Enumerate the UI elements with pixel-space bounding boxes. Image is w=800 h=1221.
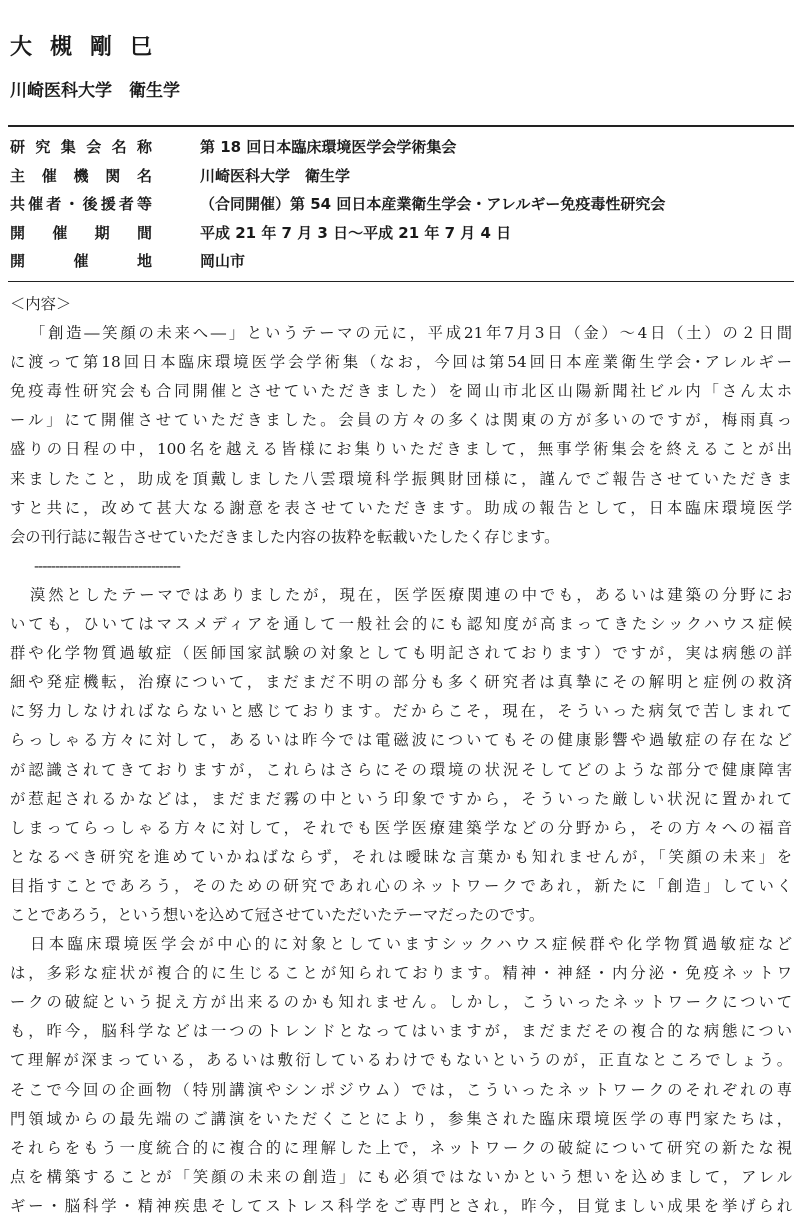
meeting-info-table bbox=[10, 133, 790, 276]
info-label: 開催地 bbox=[10, 252, 152, 270]
body-line: 盛りの日程の中，100名を越える皆様にお集りいただきまして，無事学術集会を終えることが出 bbox=[10, 440, 792, 459]
info-label: 開催期間 bbox=[10, 223, 152, 242]
body-line: が惹起されるかなどは，まだまだ霧の中という印象ですから，そういった厳しい状況に置かれて bbox=[10, 789, 792, 808]
body-line: ことであろう，という想いを込めて冠させていただいたテーマだったのです。 bbox=[10, 905, 545, 924]
body-line: も，昨今，脳科学などは一つのトレンドとなってはいますが，まだまだその複合的な病態につい bbox=[10, 1022, 792, 1041]
body-line: 来ましたこと，助成を頂戴しました八雲環境科学振興財団様に，謹んでご報告させていただきま bbox=[10, 469, 792, 488]
info-row-organizer bbox=[10, 162, 790, 191]
body-line: すと共に，改めて甚大なる謝意を表させていただきます。助成の報告として，日本臨床環境医学 bbox=[10, 498, 792, 517]
body-line: 「創造―笑顔の未来へ―」というテーマの元に，平成21年7月3日（金）～4日（土）の２日間 bbox=[30, 324, 792, 343]
body-line: そこで今回の企画物（特別講演やシンポジウム）では，こういったネットワークのそれぞれの専 bbox=[10, 1080, 792, 1099]
section-separator: ----------------------------------- bbox=[34, 556, 180, 575]
body-line: が認識されてきておりますが，これらはさらにその環境の状況そしてどのような部分で健康障害 bbox=[10, 760, 792, 779]
author-affiliation: 川崎医科大学 衛生学 bbox=[10, 81, 180, 101]
info-value: 岡山市 bbox=[200, 252, 246, 270]
bottom-divider bbox=[8, 281, 794, 282]
top-divider bbox=[8, 125, 794, 127]
body-line: ギー・脳科学・精神疾患そしてストレス科学をご専門とされ，昨今，目覚ましい成果を挙げられ bbox=[10, 1196, 792, 1215]
info-value: 平成 21 年 7 月 3 日～平成 21 年 7 月 4 日 bbox=[200, 223, 512, 242]
content-heading: ＜内容＞ bbox=[10, 295, 72, 313]
body-line: て理解が深まっている，あるいは敷衍しているわけでもないというのが，正直なところでしょう。 bbox=[10, 1051, 792, 1070]
info-row-venue bbox=[10, 247, 790, 276]
info-label: 研究集会名称 bbox=[10, 138, 152, 156]
body-line: しまってらっしゃる方々に対して，それでも医学医療建築学などの分野から，その方々への福音 bbox=[10, 818, 792, 837]
body-line: となるべき研究を進めていかねばならず，それは曖昧な言葉かも知れませんが，「笑顔の未来」を bbox=[10, 847, 792, 866]
body-line: らっしゃる方々に対して，あるいは昨今では電磁波についてもその健康影響や過敏症の存在など bbox=[10, 731, 792, 750]
body-line: 点を構築することが「笑顔の未来の創造」にも必須ではないかという想いを込めまして，アレル bbox=[10, 1167, 792, 1186]
author-name: 大槻剛巳 bbox=[10, 35, 171, 60]
body-line: 会の刊行誌に報告させていただきました内容の抜粋を転載いたしたく存じます。 bbox=[10, 527, 560, 546]
info-row-dates bbox=[10, 219, 790, 248]
info-row-meeting-name bbox=[10, 133, 790, 162]
body-line: ール」にて開催させていただきました。会員の方々の多くは関東の方が多いのですが，梅雨真っ bbox=[10, 411, 792, 430]
info-label: 共催者・後援者等 bbox=[10, 195, 152, 213]
body-line: 免疫毒性研究会も合同開催とさせていただきました）を岡山市北区山陽新聞社ビル内「さん太ホ bbox=[10, 382, 792, 401]
info-value: 川崎医科大学 衛生学 bbox=[200, 166, 351, 185]
body-line: 門領域からの最先端のご講演をいただくことにより，参集された臨床環境医学の専門家たちは， bbox=[10, 1109, 792, 1128]
body-line: 細や発症機転，治療について，まだまだ不明の部分も多く研究者は真摯にその解明と症例の救済 bbox=[10, 673, 792, 692]
info-value: 第 18 回日本臨床環境医学会学術集会 bbox=[200, 138, 457, 156]
body-line: それらをもう一度統合的に複合的に理解した上で，ネットワークの破綻について研究の新たな視 bbox=[10, 1138, 792, 1157]
body-line: に渡って第18回日本臨床環境医学会学術集（なお，今回は第54回日本産業衛生学会･アレルギー bbox=[10, 353, 792, 372]
body-line: ークの破綻という捉え方が出来るのかも知れません。しかし，こういったネットワークについて bbox=[10, 993, 792, 1012]
report-body bbox=[10, 290, 792, 1221]
body-line: 日本臨床環境医学会が中心的に対象としていますシックハウス症候群や化学物質過敏症など bbox=[30, 935, 792, 954]
body-line: 漠然としたテーマではありましたが，現在，医学医療関連の中でも，あるいは建築の分野にお bbox=[30, 585, 792, 604]
info-value: （合同開催）第 54 回日本産業衛生学会・アレルギー免疫毒性研究会 bbox=[200, 195, 666, 213]
info-row-cosponsors bbox=[10, 190, 790, 219]
body-line: 群や化学物質過敏症（医師国家試験の対象としても明記されております）ですが，実は病態の詳 bbox=[10, 644, 792, 663]
body-line: に努力しなければならないと感じております。だからこそ，現在，そういった病気で苦しまれて bbox=[10, 702, 792, 721]
body-line: は，多彩な症状が複合的に生じることが知られております。精神・神経・内分泌・免疫ネットワ bbox=[10, 964, 792, 983]
info-label: 主催機関名 bbox=[10, 166, 152, 185]
body-line: いても，ひいてはマスメディアを通して一般社会的にも認知度が高まってきたシックハウス症候 bbox=[10, 615, 792, 634]
body-line: 目指すことであろう，そのための研究であれ心のネットワークであれ，新たに「創造」していく bbox=[10, 876, 792, 895]
